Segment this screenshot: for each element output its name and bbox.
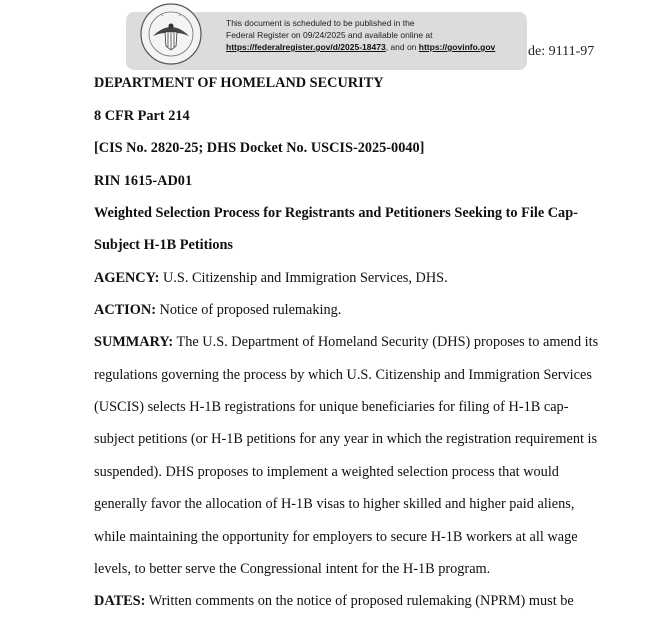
national-archives-seal-icon (139, 2, 203, 66)
dates-label: DATES: (94, 593, 146, 609)
action-text: Notice of proposed rulemaking. (155, 302, 342, 318)
summary-label: SUMMARY: (94, 334, 174, 350)
action-line (94, 302, 341, 319)
document-title-line-1: Weighted Selection Process for Registrants and Petitioners Seeking to File Cap- (94, 205, 578, 221)
summary-line: generally favor the allocation of H-1B visas to higher skilled and higher paid aliens, (94, 496, 575, 512)
summary-line: (USCIS) selects H-1B registrations for unique beneficiaries for filing of H-1B cap- (94, 399, 569, 415)
agency-text: U.S. Citizenship and Immigration Services, DHS. (159, 270, 448, 286)
federal-register-link[interactable]: https://federalregister.gov/d/2025-18473 (226, 42, 386, 52)
summary-line: levels, to better serve the Congressional intent for the H-1B program. (94, 561, 491, 577)
agency-line (94, 270, 448, 287)
cfr-part: 8 CFR Part 214 (94, 108, 190, 124)
dates-text: Written comments on the notice of proposed rulemaking (NPRM) must be (145, 593, 574, 609)
notice-connector: , and on (385, 42, 419, 52)
rin-number: RIN 1615-AD01 (94, 173, 193, 189)
notice-line-1: This document is scheduled to be published in the (226, 18, 415, 28)
notice-line-3 (226, 41, 526, 53)
agency-label: AGENCY: (94, 270, 160, 286)
action-label: ACTION: (94, 302, 156, 318)
summary-first-text: The U.S. Department of Homeland Security (DHS) proposes to amend its (173, 334, 599, 350)
docket-number: [CIS No. 2820-25; DHS Docket No. USCIS-2025-0040] (94, 140, 425, 156)
summary-line: subject petitions (or H-1B petitions for any year in which the registration requirement is (94, 431, 598, 447)
billing-code: de: 9111-97 (528, 44, 595, 59)
department-heading: DEPARTMENT OF HOMELAND SECURITY (94, 75, 384, 91)
document-title-line-2: Subject H-1B Petitions (94, 237, 233, 253)
summary-line: while maintaining the opportunity for employers to secure H-1B workers at all wage (94, 529, 578, 545)
notice-line-2: Federal Register on 09/24/2025 and available online at (226, 30, 433, 40)
govinfo-link[interactable]: https://govinfo.gov (418, 42, 496, 52)
summary-line: suspended). DHS proposes to implement a weighted selection process that would (94, 464, 559, 480)
publication-notice-text (226, 17, 526, 53)
dates-line (94, 593, 574, 610)
summary-line: regulations governing the process by which U.S. Citizenship and Immigration Services (94, 367, 592, 383)
summary-line-1 (94, 334, 598, 351)
